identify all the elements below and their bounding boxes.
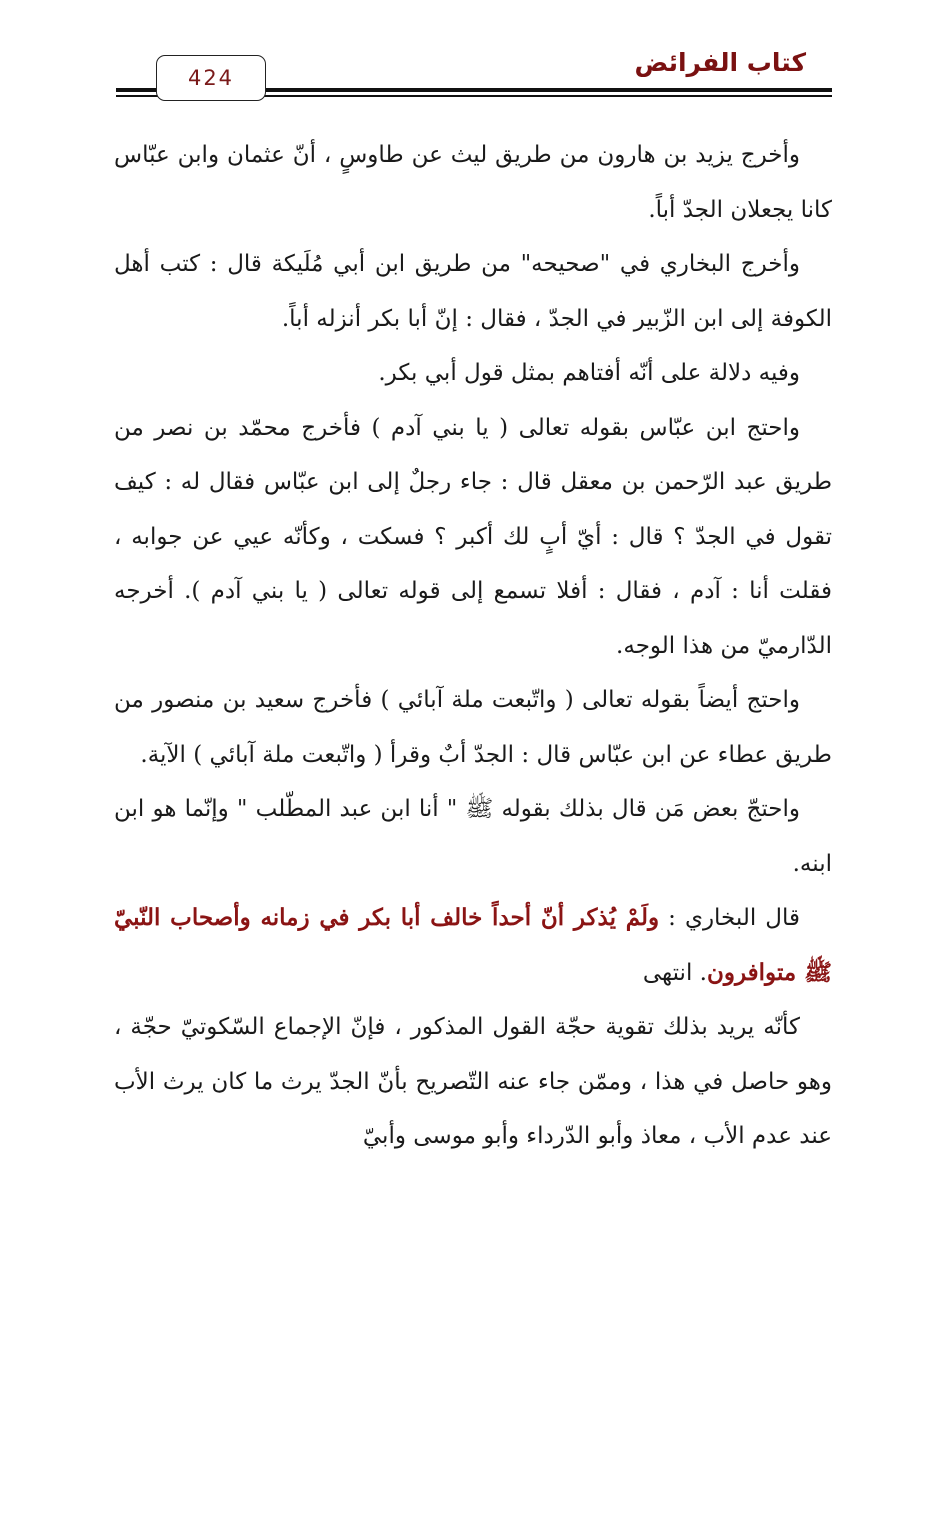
paragraph-2: وأخرج البخاري في "صحيحه" من طريق ابن أبي مُلَيكة قال : كتب أهل الكوفة إلى ابن الزّبير في الجدّ ، فقال : إنّ أبا بكر أنزله أباً. xyxy=(114,251,832,332)
book-title: كتاب الفرائض xyxy=(628,48,812,77)
quote-paragraph xyxy=(114,891,832,1000)
page-body xyxy=(114,128,832,1164)
paragraph-5: واحتج أيضاً بقوله تعالى ( واتّبعت ملة آبائي ) فأخرج سعيد بن منصور من طريق عطاء عن ابن عبّاس قال : الجدّ أبٌ وقرأ ( واتّبعت ملة آبائي ) الآية. xyxy=(114,687,832,768)
paragraph-3: وفيه دلالة على أنّه أفتاهم بمثل قول أبي بكر. xyxy=(378,360,800,386)
final-paragraph: كأنّه يريد بذلك تقوية حجّة القول المذكور ، فإنّ الإجماع السّكوتيّ حجّة ، وهو حاصل في هذا ، وممّن جاء عنه التّصريح بأنّ الجدّ يرث ما كان يرث الأب عند عدم الأب ، معاذ وأبو الدّرداء وأبو موسى وأبيّ xyxy=(114,1014,832,1149)
quote-prefix: قال البخاري : xyxy=(659,905,800,931)
paragraph-4: واحتج ابن عبّاس بقوله تعالى ( يا بني آدم ) فأخرج محمّد بن نصر من طريق عبد الرّحمن بن معقل قال : جاء رجلٌ إلى ابن عبّاس فقال له : كيف تقول في الجدّ ؟ قال : أيّ أبٍ لك أكبر ؟ فسكت ، وكأنّه عيي عن جوابه ، فقلت أنا : آدم ، فقال : أفلا تسمع إلى قوله تعالى ( يا بني آدم ). أخرجه الدّارميّ من هذا الوجه. xyxy=(114,414,832,659)
quote-suffix: . انتهى xyxy=(642,959,707,986)
page-number: 424 xyxy=(156,55,266,101)
paragraph-6: واحتجّ بعض مَن قال بذلك بقوله ﷺ " أنا ابن عبد المطّلب " وإنّما هو ابن ابنه. xyxy=(114,796,832,877)
quote-highlight: ولَمْ يُذكر أنّ أحداً خالف أبا بكر في زمانه وأصحاب النّبيّ ﷺ متوافرون xyxy=(114,904,832,986)
paragraph-1: وأخرج يزيد بن هارون من طريق ليث عن طاوسٍ ، أنّ عثمان وابن عبّاس كانا يجعلان الجدّ أباً. xyxy=(114,142,832,223)
page-header xyxy=(116,50,832,102)
